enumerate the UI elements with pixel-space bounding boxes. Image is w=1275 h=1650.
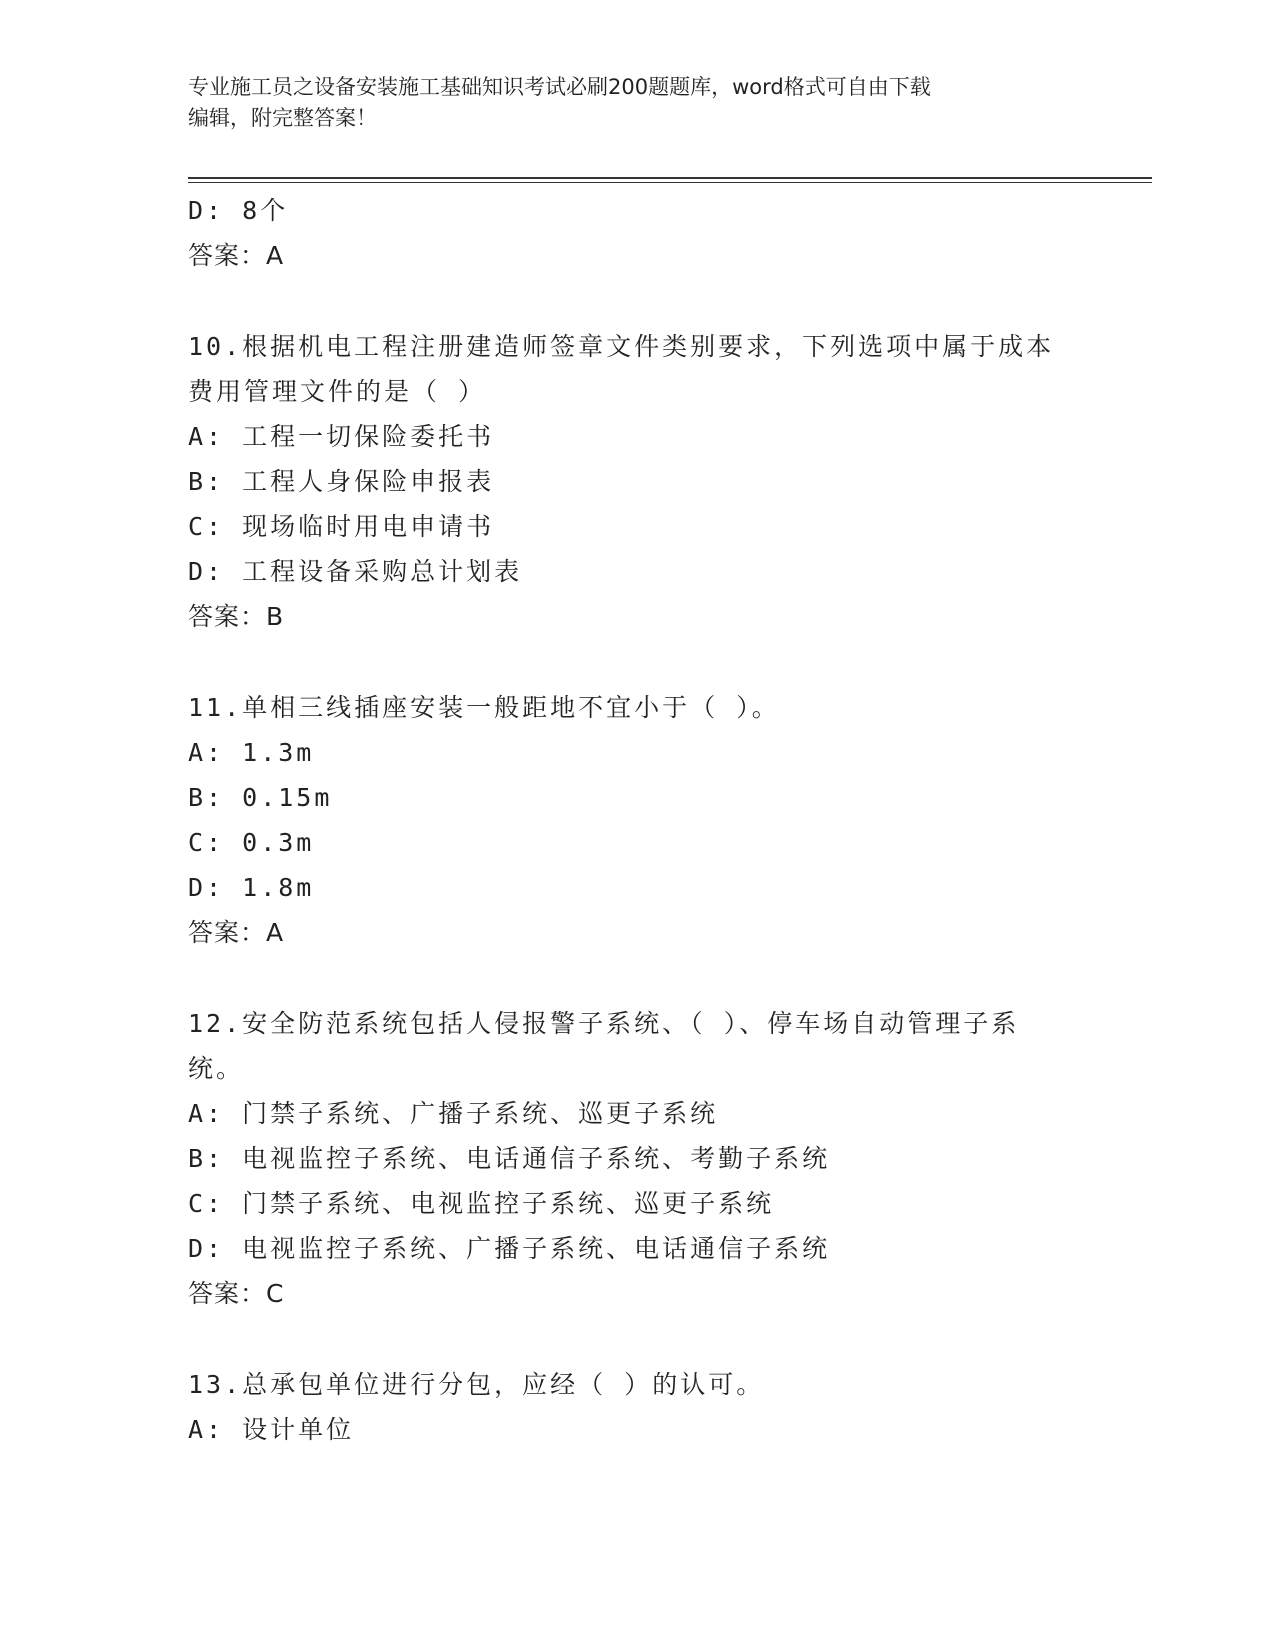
question-stem: 11.单相三线插座安装一般距地不宜小于（ ）。 xyxy=(188,693,780,722)
option-a: A: 1.3m xyxy=(188,738,315,767)
header-line-2: 编辑，附完整答案！ xyxy=(188,106,377,130)
question-stem: 13.总承包单位进行分包，应经（ ）的认可。 xyxy=(188,1370,765,1399)
option-a: A: 设计单位 xyxy=(188,1415,355,1444)
question-list xyxy=(188,188,1088,1452)
option-d: D: 1.8m xyxy=(188,873,315,902)
question-12 xyxy=(188,1001,1088,1316)
option-b: B: 电视监控子系统、电话通信子系统、考勤子系统 xyxy=(188,1144,831,1173)
question-11 xyxy=(188,685,1088,955)
option-c: C: 现场临时用电申请书 xyxy=(188,512,495,541)
answer: 答案：B xyxy=(188,602,285,631)
option-c: C: 0.3m xyxy=(188,828,315,857)
option-d: D: 电视监控子系统、广播子系统、电话通信子系统 xyxy=(188,1234,831,1263)
header-line-1: 专业施工员之设备安装施工基础知识考试必刷200题题库，word格式可自由下载 xyxy=(188,75,931,99)
header-rule-thick xyxy=(188,177,1152,179)
question-stem: 12.安全防范系统包括人侵报警子系统、（ ）、停车场自动管理子系 xyxy=(188,1009,1020,1038)
option-a: A: 门禁子系统、广播子系统、巡更子系统 xyxy=(188,1099,719,1128)
option-c: C: 门禁子系统、电视监控子系统、巡更子系统 xyxy=(188,1189,775,1218)
question-stem: 10.根据机电工程注册建造师签章文件类别要求，下列选项中属于成本 xyxy=(188,332,1055,361)
option-b: B: 工程人身保险申报表 xyxy=(188,467,495,496)
question-stem-continued: 统。 xyxy=(188,1054,245,1083)
answer: 答案：C xyxy=(188,1279,285,1308)
option-a: A: 工程一切保险委托书 xyxy=(188,422,495,451)
header-rule-thin xyxy=(188,182,1152,183)
question-13 xyxy=(188,1362,1088,1452)
option-d: D: 工程设备采购总计划表 xyxy=(188,557,523,586)
answer: 答案：A xyxy=(188,918,285,947)
option-d: D: 8个 xyxy=(188,196,289,225)
document-header xyxy=(188,72,1088,134)
answer: 答案：A xyxy=(188,241,285,270)
question-stem-continued: 费用管理文件的是（ ） xyxy=(188,377,487,406)
option-b: B: 0.15m xyxy=(188,783,333,812)
question-9-tail xyxy=(188,188,1088,278)
question-10 xyxy=(188,324,1088,639)
